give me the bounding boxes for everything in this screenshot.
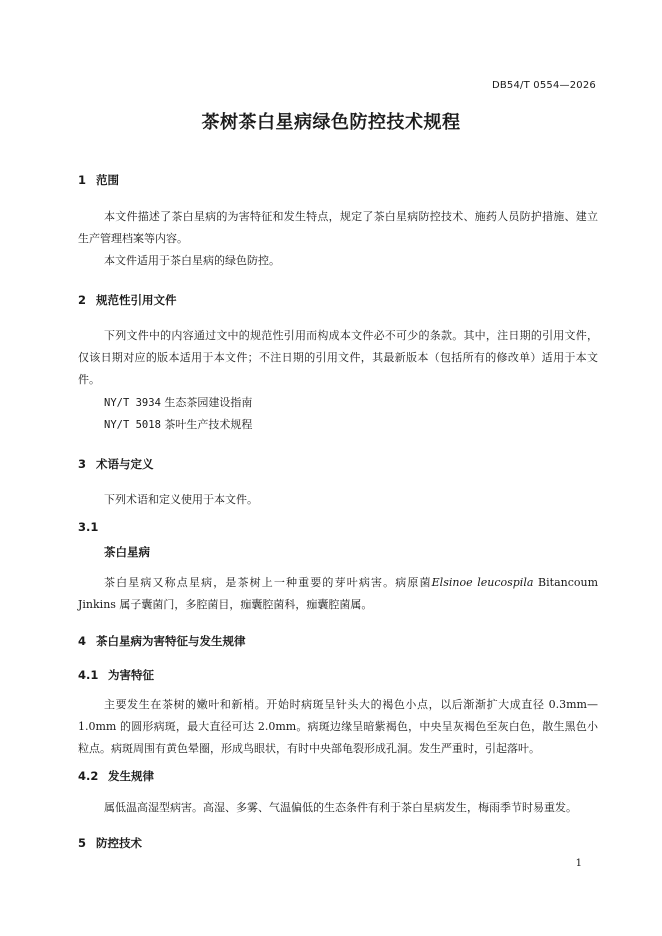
subsection-title: 为害特征	[108, 668, 154, 682]
definition-text: 茶白星病又称点星病，是茶树上一种重要的芽叶病害。病原菌	[104, 576, 432, 589]
section-number: 4	[78, 634, 87, 648]
reference-code: NY/T 3934	[104, 397, 161, 409]
reference-name: 茶叶生产技术规程	[164, 418, 253, 431]
damage-characteristics-paragraph: 主要发生在茶树的嫩叶和新梢。开始时病斑呈针头大的褐色小点，以后渐渐扩大成直径 0.3mm—1.0mm 的圆形病斑，最大直径可达 2.0mm。病斑边缘呈暗紫褐色，中央呈灰褐色至灰白色，散生黑色小粒点。病斑周围有黄色晕圈，形成鸟眼状，有时中央部龟裂形成孔洞。发生严重时，引起落叶。	[78, 698, 598, 755]
term-definition	[78, 572, 598, 616]
subsection-number: 4.1	[78, 668, 99, 682]
section-4-heading	[78, 633, 246, 649]
reference-item	[104, 414, 252, 436]
subsection-title: 发生规律	[108, 769, 154, 783]
document-title: 茶树茶白星病绿色防控技术规程	[201, 112, 461, 133]
subsection-4-1-heading	[78, 667, 154, 683]
term-name: 茶白星病	[104, 545, 150, 559]
terms-intro-paragraph: 下列术语和定义使用于本文件。	[104, 493, 258, 506]
section-number: 1	[78, 173, 87, 187]
section-number: 3	[78, 457, 87, 471]
reference-name: 生态茶园建设指南	[164, 396, 253, 409]
page-number: 1	[575, 858, 582, 869]
section-title: 防控技术	[96, 836, 142, 850]
scope-paragraph-1: 本文件描述了茶白星病的为害特征和发生特点，规定了茶白星病防控技术、施药人员防护措施、建立生产管理档案等内容。	[78, 210, 598, 245]
section-5-heading	[78, 835, 142, 851]
section-1-heading	[78, 172, 119, 188]
subsection-4-2-heading	[78, 768, 154, 784]
reference-code: NY/T 5018	[104, 419, 161, 431]
section-title: 术语与定义	[96, 457, 154, 471]
definition-text-continued: Bitancoum Jinkins 属子囊菌门，多腔菌目，痂囊腔菌科，痂囊腔菌属。	[78, 576, 599, 611]
section-title: 茶白星病为害特征与发生规律	[96, 634, 246, 648]
occurrence-pattern-paragraph: 属低温高湿型病害。高湿、多雾、气温偏低的生态条件有利于茶白星病发生，梅雨季节时易重发。	[104, 801, 577, 814]
section-title: 规范性引用文件	[96, 293, 177, 307]
section-2-heading	[78, 292, 177, 308]
standard-code: DB54/T 0554—2026	[491, 80, 596, 91]
scope-paragraph-2: 本文件适用于茶白星病的绿色防控。	[104, 254, 280, 267]
reference-item	[104, 392, 252, 414]
section-3-heading	[78, 456, 154, 472]
section-number: 2	[78, 293, 87, 307]
subsection-3-1-number: 3.1	[78, 520, 99, 534]
pathogen-latin-name: Elsinoe leucospila	[431, 576, 534, 589]
section-title: 范围	[96, 173, 119, 187]
subsection-number: 4.2	[78, 769, 99, 783]
normative-references-paragraph: 下列文件中的内容通过文中的规范性引用而构成本文件必不可少的条款。其中，注日期的引用文件，仅该日期对应的版本适用于本文件；不注日期的引用文件，其最新版本（包括所有的修改单）适用于本文件。	[78, 329, 598, 386]
section-number: 5	[78, 836, 87, 850]
